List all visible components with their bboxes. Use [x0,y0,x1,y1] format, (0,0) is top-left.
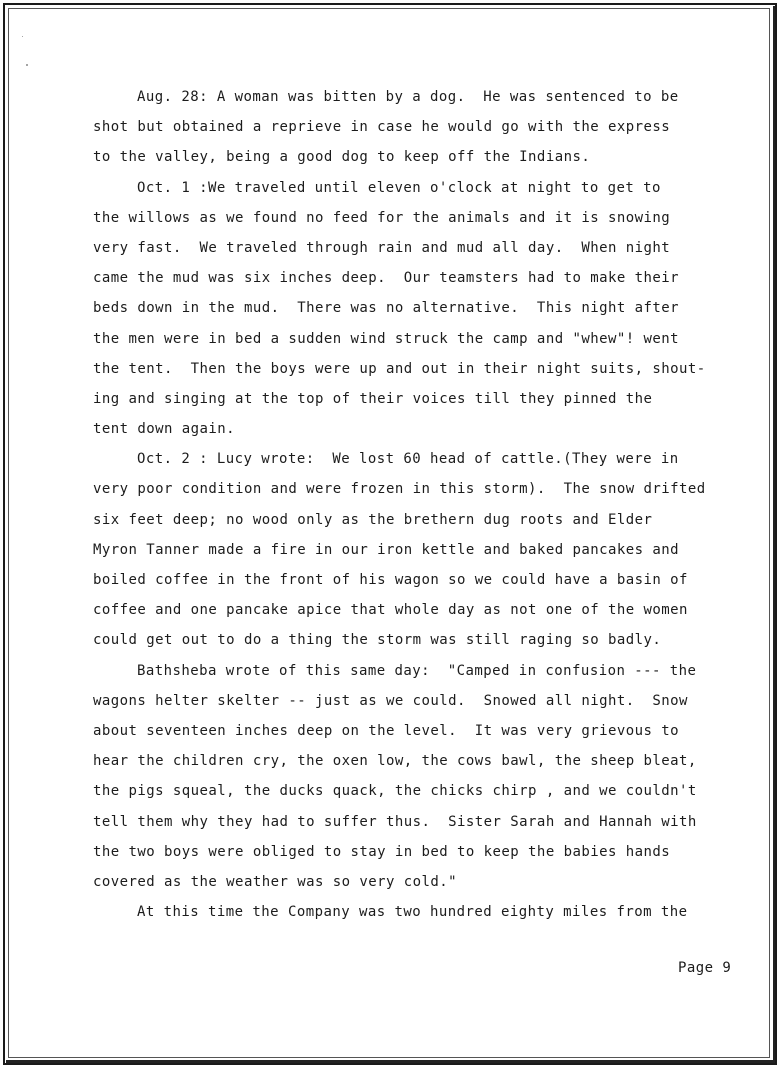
text-line: coffee and one pancake apice that whole day as not one of the women [93,602,688,619]
paragraph [93,656,733,898]
paragraph [93,444,733,655]
text-line: six feet deep; no wood only as the brethern dug roots and Elder [93,511,653,528]
text-line: hear the children cry, the oxen low, the cows bawl, the sheep bleat, [93,753,697,770]
scan-speck [22,36,23,37]
typed-page-body [93,82,733,927]
text-line: came the mud was six inches deep. Our teamsters had to make their [93,270,679,287]
text-line: Bathsheba wrote of this same day: "Camped in confusion --- the [137,662,697,679]
text-line: Oct. 2 : Lucy wrote: We lost 60 head of cattle.(They were in [137,451,679,468]
text-line: could get out to do a thing the storm was still raging so badly. [93,632,662,649]
text-line: very poor condition and were frozen in this storm). The snow drifted [93,481,706,498]
text-line: At this time the Company was two hundred eighty miles from the [137,904,688,921]
paragraph [93,173,733,445]
text-line: beds down in the mud. There was no alternative. This night after [93,300,679,317]
text-line: boiled coffee in the front of his wagon so we could have a basin of [93,572,688,588]
text-line: Aug. 28: A woman was bitten by a dog. He was sentenced to be [137,89,679,105]
page-number: Page 9 [678,960,732,976]
text-line: the pigs squeal, the ducks quack, the chicks chirp , and we couldn't [93,783,697,800]
text-line: shot but obtained a reprieve in case he would go with the express [93,119,671,136]
text-line: tent down again. [93,421,236,438]
text-line: the willows as we found no feed for the animals and it is snowing [93,209,671,226]
paragraph [93,897,733,927]
text-line: tell them why they had to suffer thus. Sister Sarah and Hannah with [93,813,697,830]
text-line: the two boys were obliged to stay in bed to keep the babies hands [93,843,671,860]
paragraph [93,82,733,173]
text-line: Oct. 1 :We traveled until eleven o'clock at night to get to [137,179,661,196]
text-line: the men were in bed a sudden wind struck the camp and "whew"! went [93,330,679,347]
text-line: very fast. We traveled through rain and mud all day. When night [93,239,671,256]
text-line: Myron Tanner made a fire in our iron kettle and baked pancakes and [93,541,679,558]
text-line: wagons helter skelter -- just as we could. Snowed all night. Snow [93,692,688,709]
text-line: about seventeen inches deep on the level. It was very grievous to [93,722,679,739]
text-line: covered as the weather was so very cold." [93,873,458,890]
text-line: the tent. Then the boys were up and out in their night suits, shout- [93,360,706,377]
text-line: to the valley, being a good dog to keep off the Indians. [93,149,591,166]
text-line: ing and singing at the top of their voices till they pinned the [93,390,653,407]
scan-speck [26,64,28,66]
